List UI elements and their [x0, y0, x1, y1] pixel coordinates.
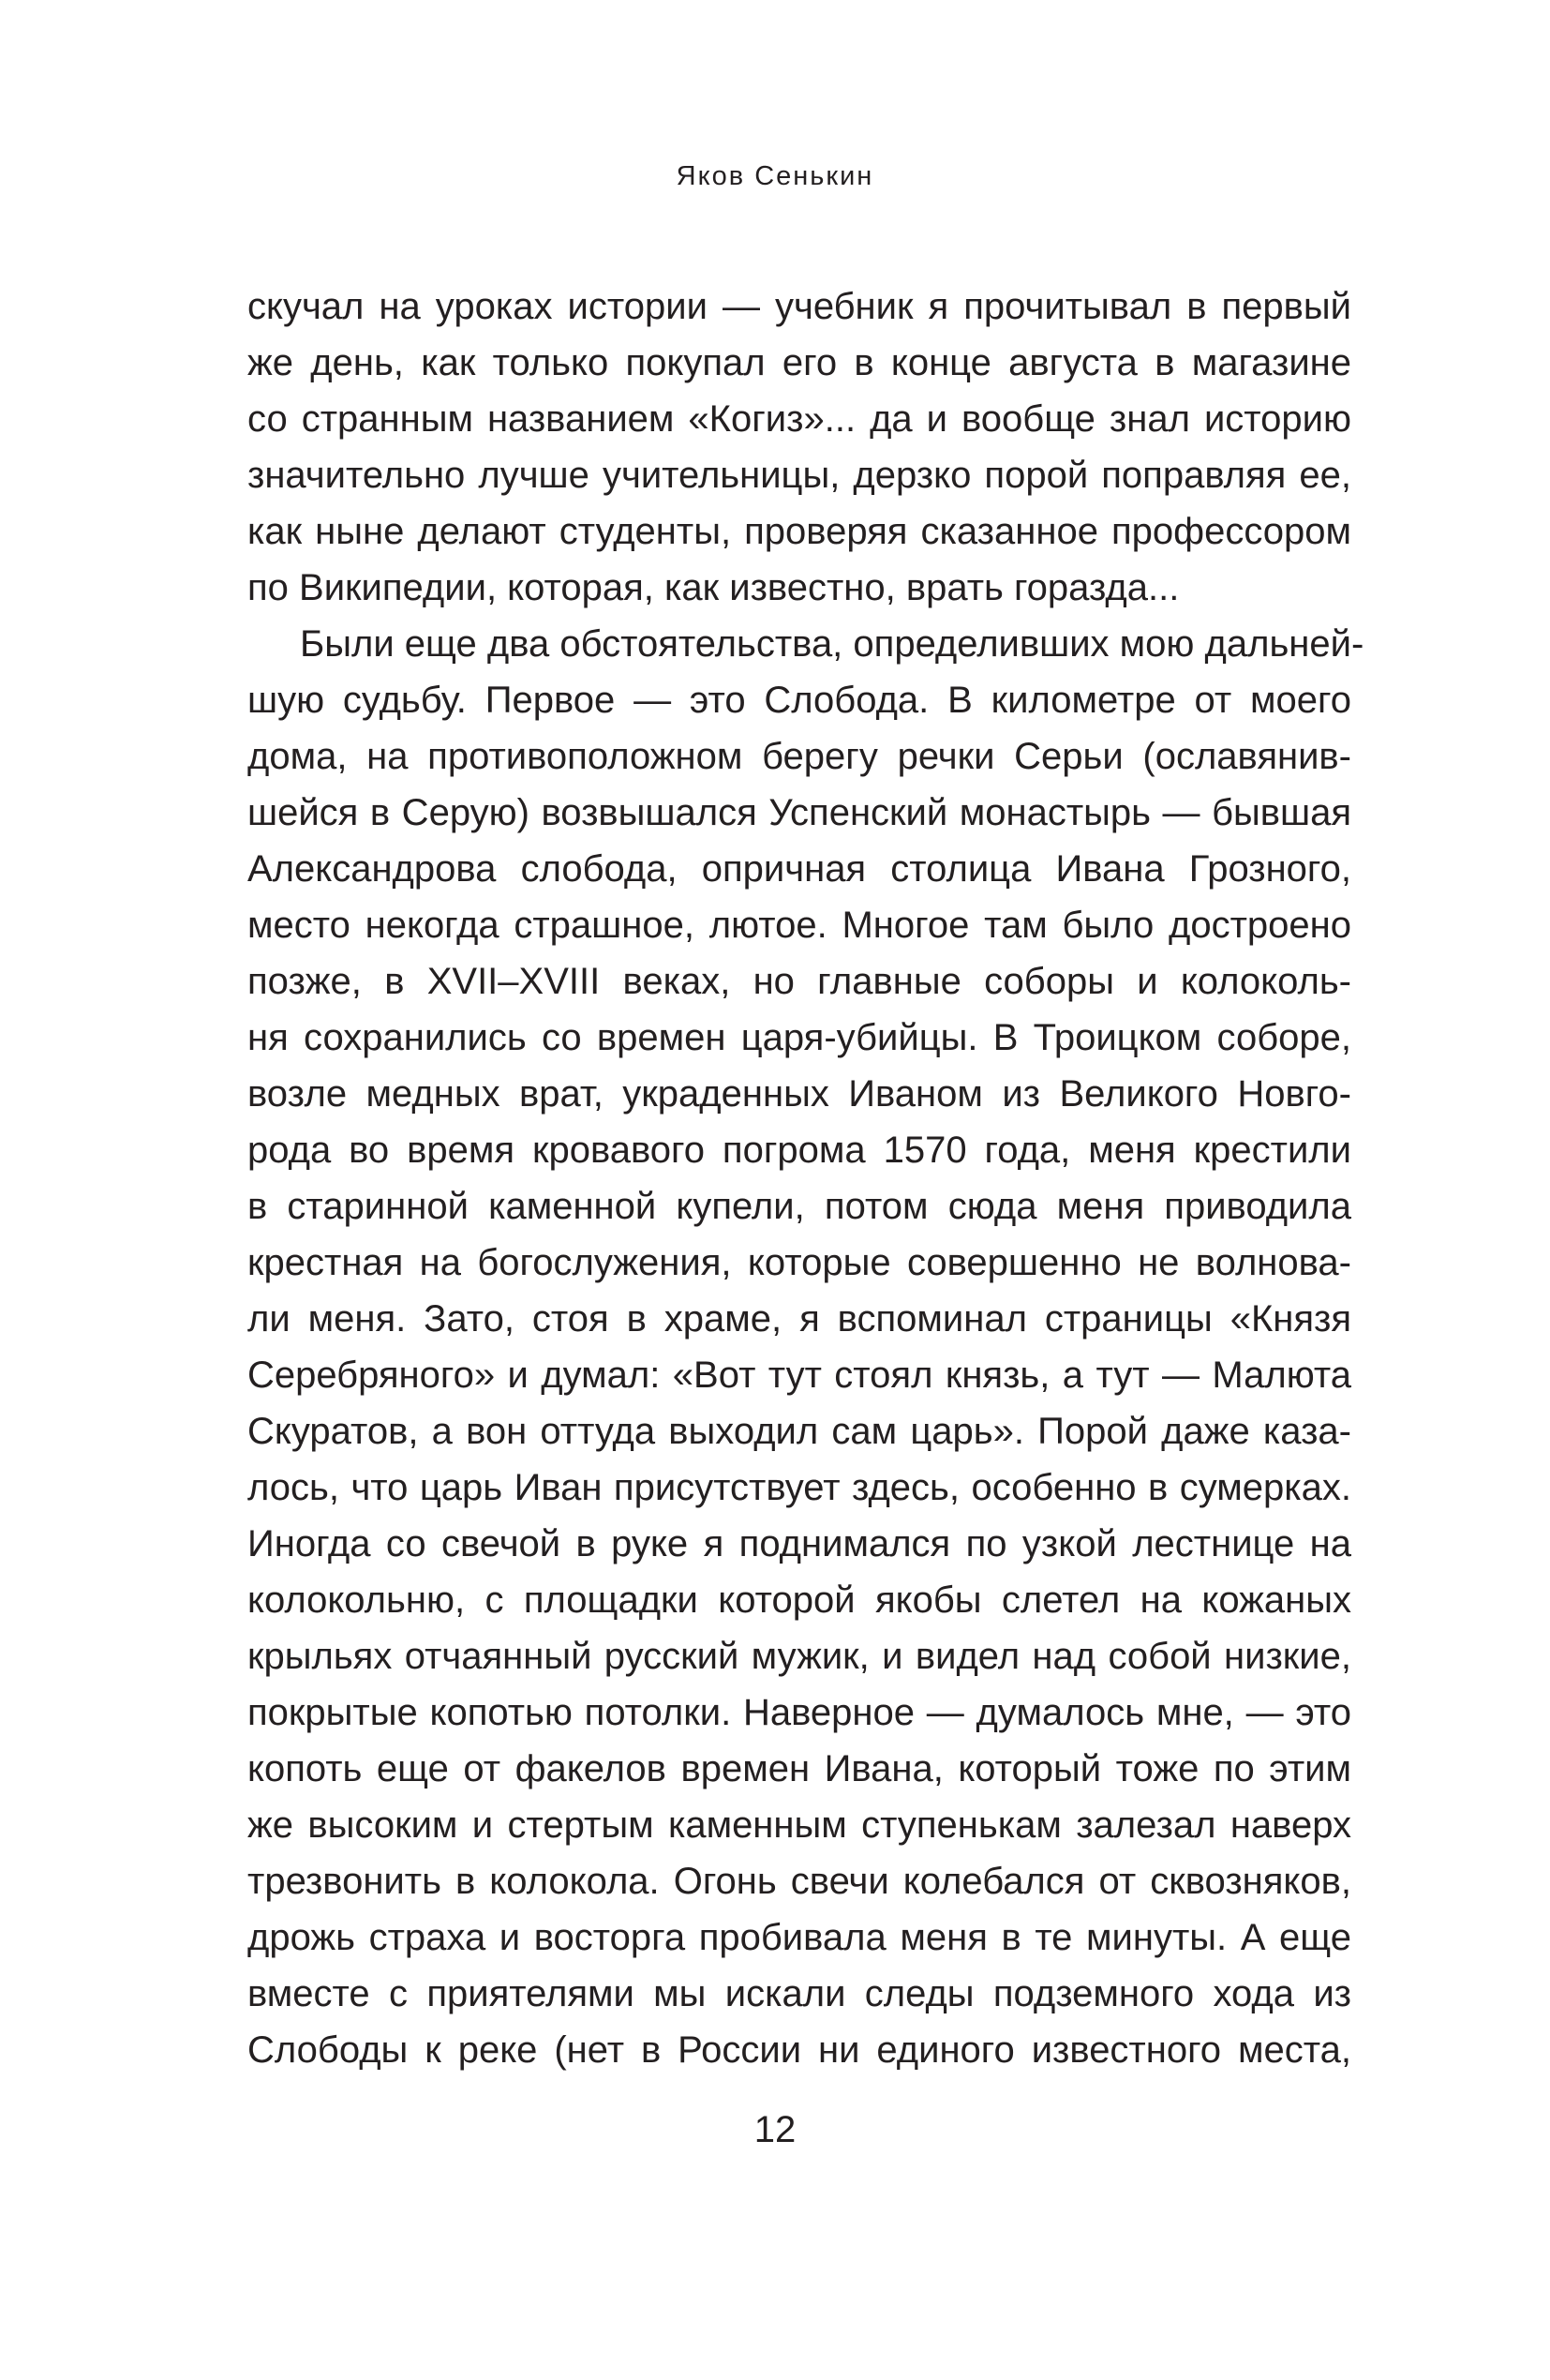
- paragraph-start-line: Были еще два обстоятельства, определивших мою дальней-: [300, 623, 1364, 665]
- text-line: дома, на противоположном берегу речки Серьи (ославянив-: [247, 736, 1351, 777]
- text-line: возле медных врат, украденных Иваном из Великого Новго-: [247, 1073, 1351, 1115]
- text-line: Александрова слобода, опричная столица Ивана Грозного,: [247, 848, 1351, 890]
- text-line: в старинной каменной купели, потом сюда меня приводила: [247, 1186, 1351, 1227]
- text-line: крыльях отчаянный русский мужик, и видел над собой низкие,: [247, 1636, 1351, 1677]
- text-line: шую судьбу. Первое — это Слобода. В километре от моего: [247, 680, 1351, 721]
- text-line: трезвонить в колокола. Огонь свечи колебался от сквозняков,: [247, 1861, 1351, 1902]
- text-line: дрожь страха и восторга пробивала меня в те минуты. А еще: [247, 1917, 1351, 1958]
- text-line: скучал на уроках истории — учебник я прочитывал в первый: [247, 286, 1351, 327]
- text-line: ли меня. Зато, стоя в храме, я вспоминал страницы «Князя: [247, 1298, 1351, 1340]
- text-line: вместе с приятелями мы искали следы подземного хода из: [247, 1973, 1351, 2014]
- text-line: позже, в XVII–XVIII веках, но главные соборы и колоколь-: [247, 961, 1351, 1002]
- text-line: Слободы к реке (нет в России ни единого известного места,: [247, 2029, 1351, 2071]
- text-line: Скуратов, а вон оттуда выходил сам царь». Порой даже каза-: [247, 1411, 1351, 1452]
- text-line: лось, что царь Иван присутствует здесь, особенно в сумерках.: [247, 1467, 1351, 1508]
- text-line: же высоким и стертым каменным ступенькам залезал наверх: [247, 1804, 1351, 1846]
- text-line: со странным названием «Когиз»... да и вообще знал историю: [247, 398, 1351, 440]
- body-text: [247, 278, 1364, 2078]
- text-line: как ныне делают студенты, проверяя сказанное профессором: [247, 511, 1351, 552]
- text-line: крестная на богослужения, которые совершенно не волнова-: [247, 1242, 1351, 1283]
- page-number: 12: [753, 2109, 797, 2150]
- text-line: же день, как только покупал его в конце августа в магазине: [247, 342, 1351, 383]
- text-line: значительно лучше учительницы, дерзко порой поправляя ее,: [247, 455, 1351, 496]
- text-line: колокольню, с площадки которой якобы слетел на кожаных: [247, 1579, 1351, 1621]
- text-line: покрытые копотью потолки. Наверное — думалось мне, — это: [247, 1692, 1351, 1733]
- text-line: ня сохранились со времен царя-убийцы. В Троицком соборе,: [247, 1017, 1351, 1058]
- text-line: Иногда со свечой в руке я поднимался по узкой лестнице на: [247, 1523, 1351, 1564]
- text-line: шейся в Серую) возвышался Успенский монастырь — бывшая: [247, 792, 1351, 833]
- text-line: рода во время кровавого погрома 1570 года, меня крестили: [247, 1130, 1351, 1171]
- text-line: копоть еще от факелов времен Ивана, который тоже по этим: [247, 1748, 1351, 1789]
- text-line: по Википедии, которая, как известно, врать горазда...: [247, 567, 1180, 608]
- text-line: место некогда страшное, лютое. Многое там было достроено: [247, 905, 1351, 946]
- running-head: Яков Сенькин: [676, 161, 874, 191]
- text-line: Серебряного» и думал: «Вот тут стоял князь, а тут — Малюта: [247, 1355, 1351, 1396]
